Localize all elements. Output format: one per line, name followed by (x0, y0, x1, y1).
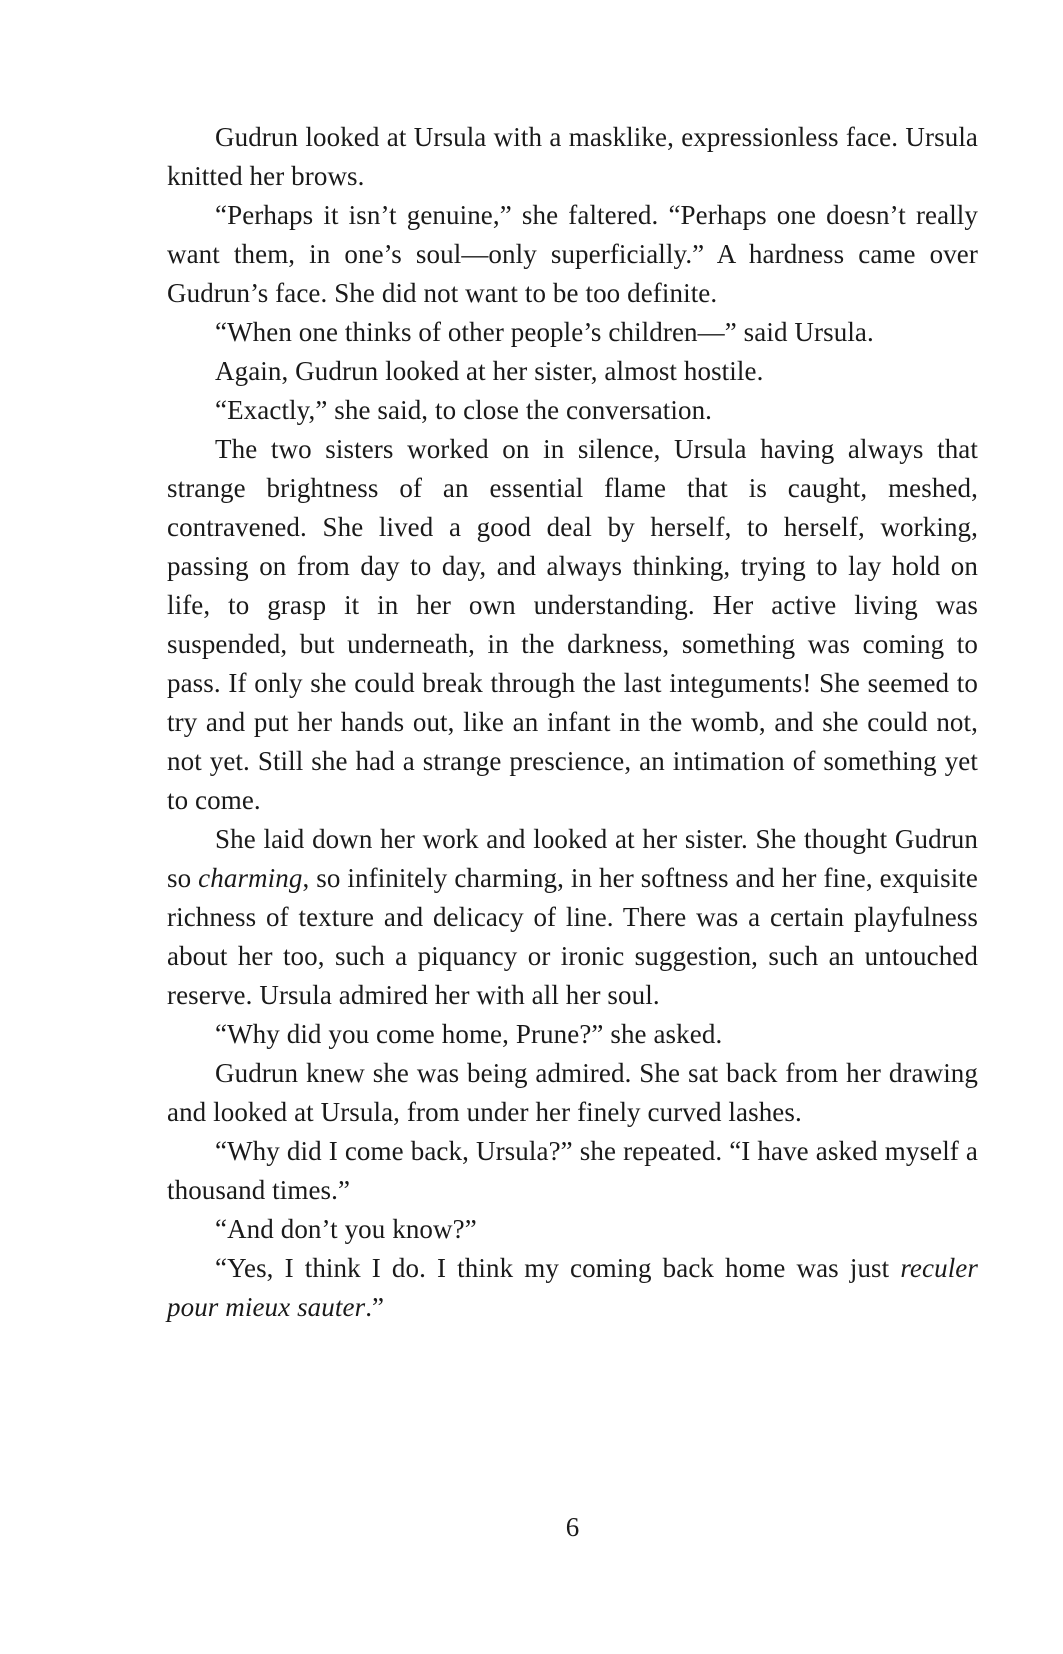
paragraph-text: Gudrun knew she was being admired. She sat back from her drawing and looked at Ursula, from under her finely curved lashes. (167, 1058, 978, 1127)
paragraph-12 (167, 1249, 978, 1327)
paragraph-text: “Why did you come home, Prune?” she asked. (215, 1019, 723, 1049)
paragraph-9 (167, 1054, 978, 1132)
paragraph-4 (167, 352, 978, 391)
paragraph-text: “Why did I come back, Ursula?” she repeated. “I have asked myself a thousand times.” (167, 1136, 978, 1205)
page-body (167, 118, 978, 1327)
paragraph-7 (167, 820, 978, 1015)
paragraph-text: “Perhaps it isn’t genuine,” she faltered. “Perhaps one doesn’t really want them, in one’s soul—only superficially.” A hardness came over Gudrun’s face. She did not want to be too definite. (167, 200, 978, 308)
paragraph-6 (167, 430, 978, 820)
page-number: 6 (565, 1512, 580, 1542)
paragraph-10 (167, 1132, 978, 1210)
paragraph-11 (167, 1210, 978, 1249)
paragraph-text: She laid down her work and looked at her sister. She thought Gudrun so (167, 824, 978, 893)
paragraph-text: .” (365, 1292, 385, 1322)
paragraph-text: The two sisters worked on in silence, Ursula having always that strange brightness of an essential flame that is caught, meshed, contravened. She lived a good deal by herself, to herself, working, passing on from day to day, and always thinking, trying to lay hold on life, to grasp it in her own understanding. Her active living was suspended, but underneath, in the darkness, something was coming to pass. If only she could break through the last integuments! She seemed to try and put her hands out, like an infant in the womb, and she could not, not yet. Still she had a strange prescience, an intimation of something yet to come. (167, 434, 978, 815)
paragraph-text: “Exactly,” she said, to close the conversation. (215, 395, 713, 425)
paragraph-3 (167, 313, 978, 352)
paragraph-text: “When one thinks of other people’s children—” said Ursula. (215, 317, 874, 347)
paragraph-5 (167, 391, 978, 430)
italic-text: charming (198, 863, 303, 893)
italic-text: reculer pour mieux sauter (167, 1253, 978, 1322)
paragraph-2 (167, 196, 978, 313)
paragraph-text: “And don’t you know?” (215, 1214, 477, 1244)
paragraph-1 (167, 118, 978, 196)
paragraph-text: Again, Gudrun looked at her sister, almost hostile. (215, 356, 764, 386)
paragraph-text: , so infinitely charming, in her softness and her fine, exquisite richness of texture and delicacy of line. There was a certain playfulness about her too, such a piquancy or ironic suggestion, such an untouched reserve. Ursula admired her with all her soul. (167, 863, 978, 1010)
paragraph-text: “Yes, I think I do. I think my coming back home was just (215, 1253, 901, 1283)
paragraph-text: Gudrun looked at Ursula with a masklike, expressionless face. Ursula knitted her brows. (167, 122, 978, 191)
paragraph-8 (167, 1015, 978, 1054)
